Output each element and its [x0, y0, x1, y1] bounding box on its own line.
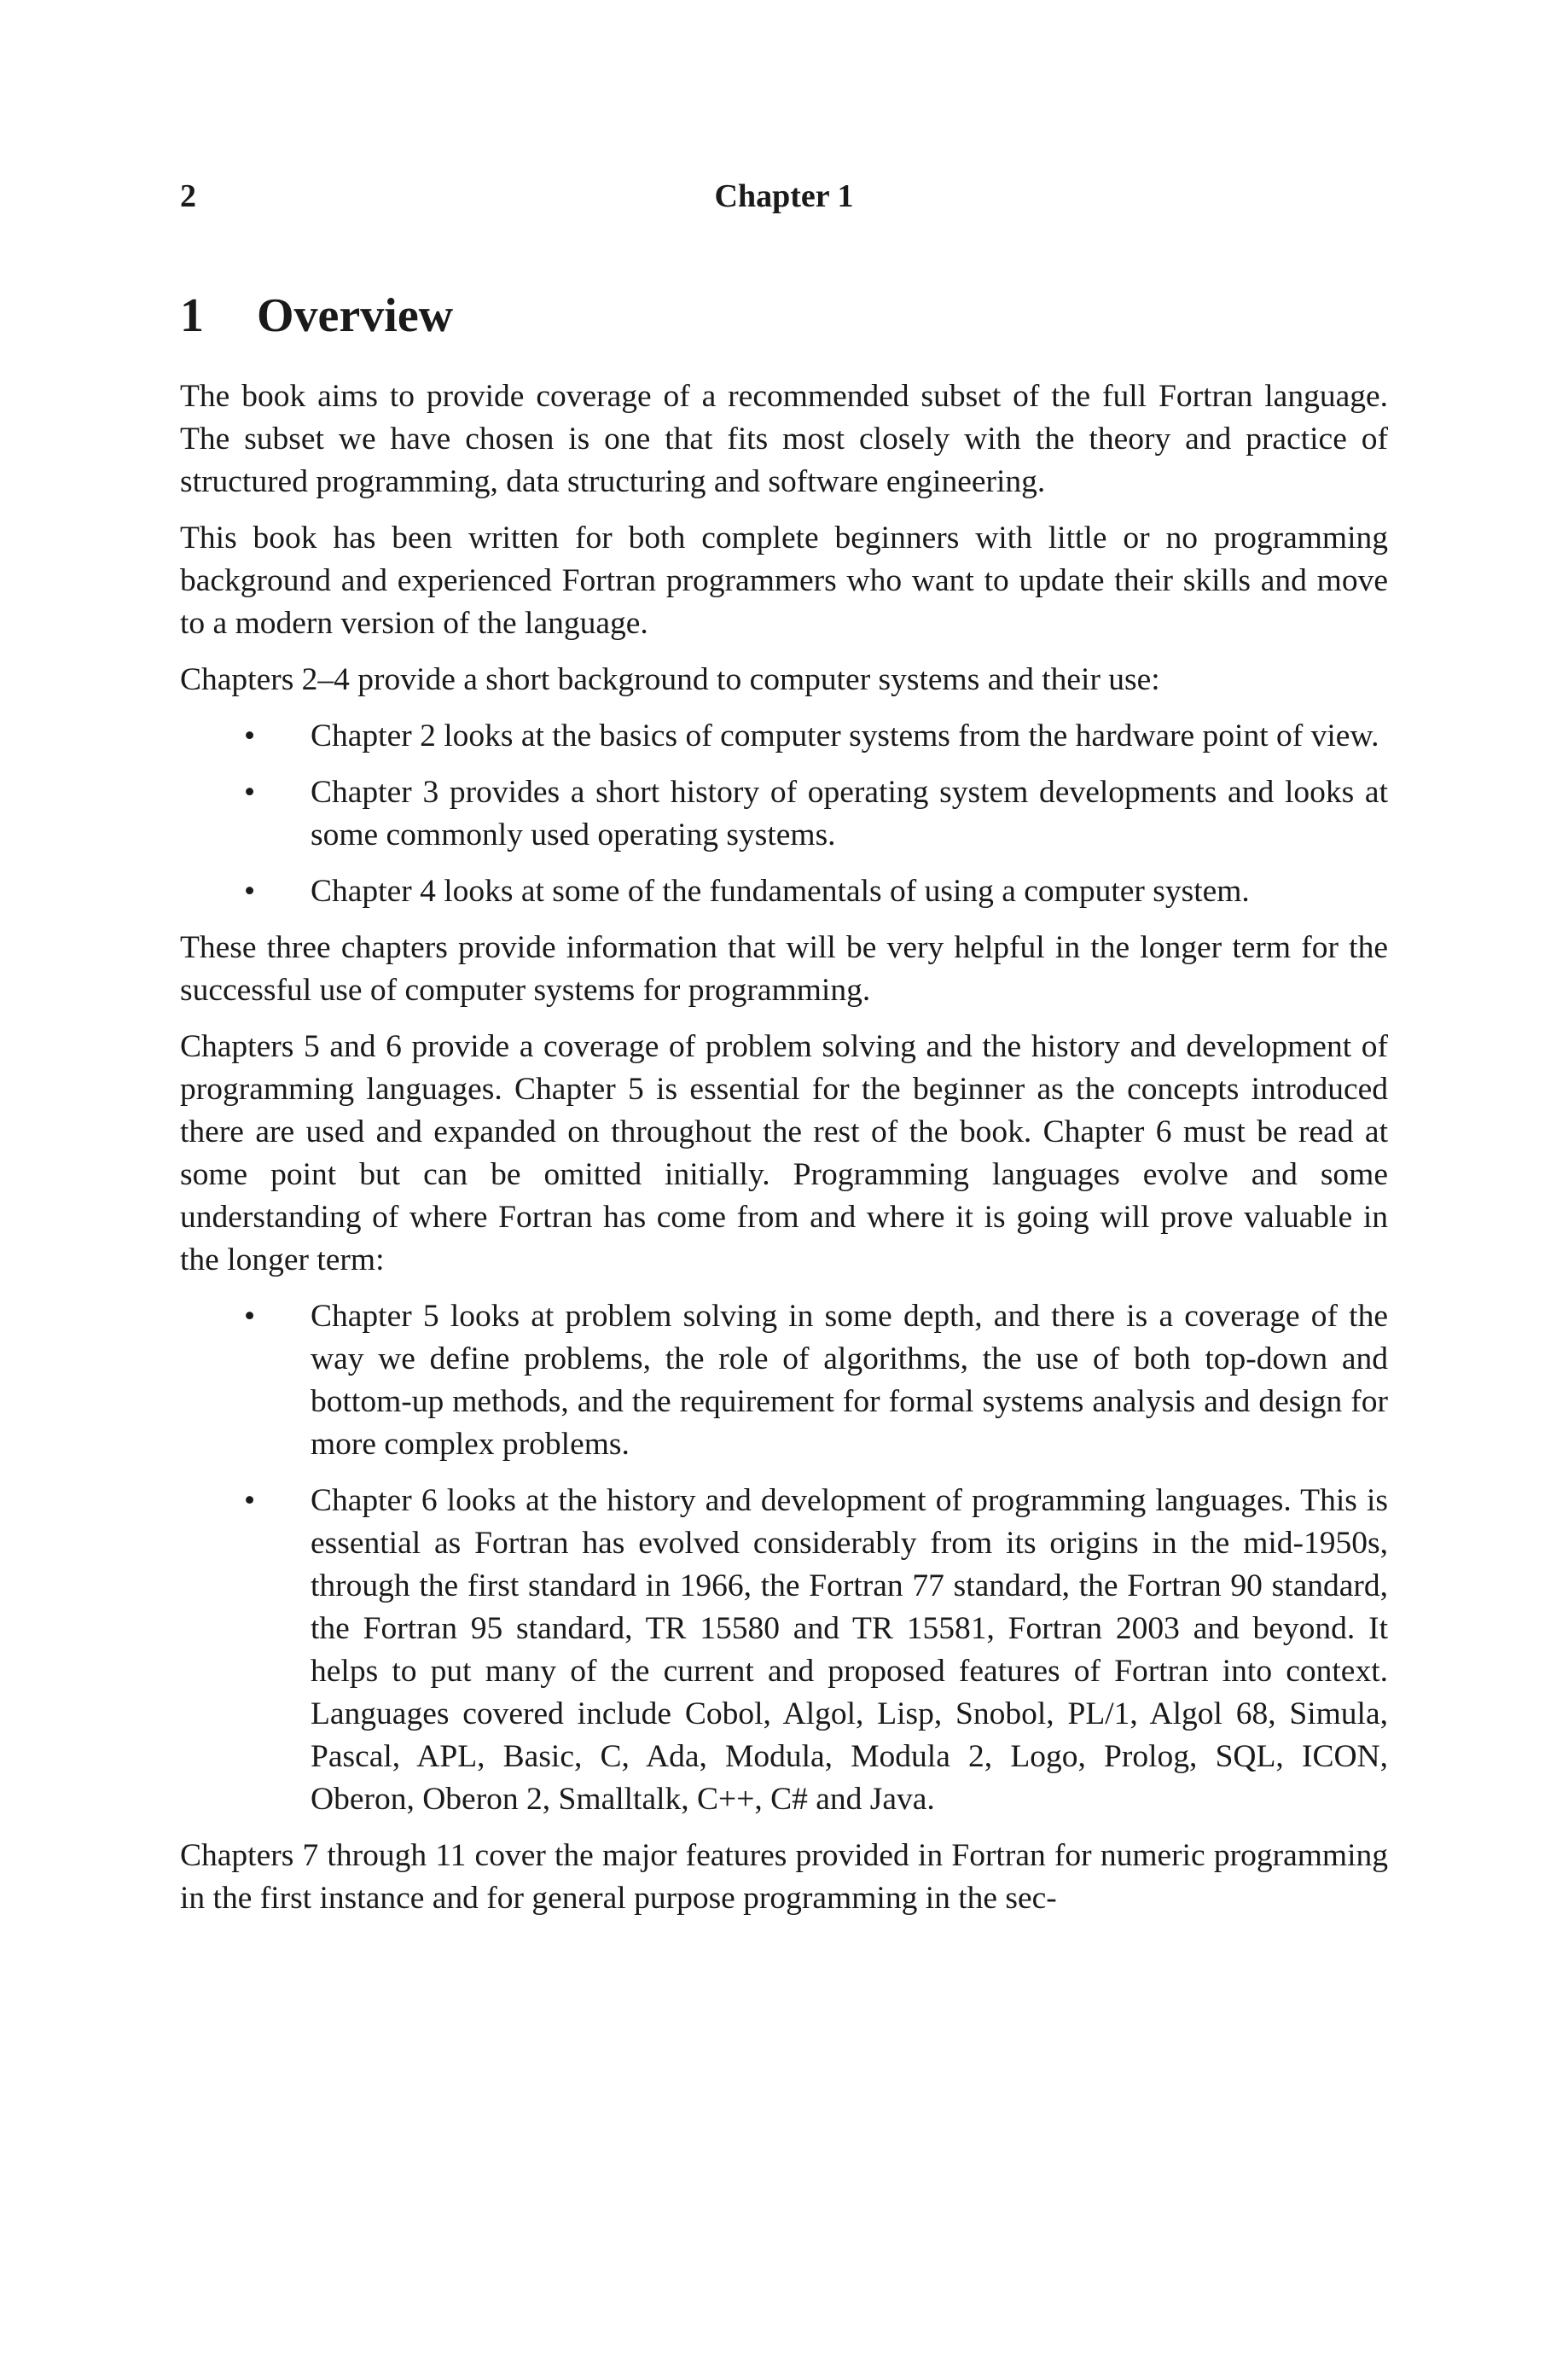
- bullet-list-chapters-5-6: [180, 1295, 1388, 1821]
- list-item: [180, 771, 1388, 857]
- bullet-icon: •: [244, 1483, 256, 1518]
- section-title: Overview: [257, 289, 454, 342]
- section-number: 1: [180, 289, 204, 342]
- paragraph-chapters-2-4-intro: Chapters 2–4 provide a short background to computer systems and their use:: [180, 662, 1160, 697]
- list-item-text: Chapter 3 provides a short history of operating system developments and looks at some commonly used operating systems.: [311, 775, 1388, 852]
- bullet-icon: •: [244, 1299, 256, 1334]
- paragraph-audience: This book has been written for both complete beginners with little or no programming background and experienced Fortran programmers who want to update their skills and move to a modern version of the language.: [180, 521, 1388, 641]
- page-number: 2: [180, 178, 196, 214]
- paragraph-aims: The book aims to provide coverage of a recommended subset of the full Fortran language. The subset we have chosen is one that fits most closely with the theory and practice of structured programming, data structuring and software engineering.: [180, 379, 1388, 499]
- list-item: [180, 1480, 1388, 1821]
- bullet-icon: •: [244, 874, 256, 909]
- body-text: [180, 375, 1388, 1934]
- bullet-list-chapters-2-4: [180, 715, 1388, 913]
- section-heading: [180, 290, 453, 343]
- paragraph-three-chapters: These three chapters provide information that will be very helpful in the longer term for the successful use of computer systems for programming.: [180, 930, 1388, 1008]
- bullet-icon: •: [244, 775, 256, 810]
- running-head: Chapter 1: [714, 178, 854, 214]
- list-item-text: Chapter 5 looks at problem solving in some depth, and there is a coverage of the way we define problems, the role of algorithms, the use of both top-down and bottom-up methods, and the requirement for formal systems analysis and design for more complex problems.: [311, 1299, 1388, 1462]
- list-item-text: Chapter 6 looks at the history and development of programming languages. This is essential as Fortran has evolved considerably from its origins in the mid-1950s, through the first standard in 1966, the Fortran 77 standard, the Fortran 90 standard, the Fortran 95 standard, TR 15580 and TR 15581, Fortran 2003 and beyond. It helps to put many of the current and proposed features of Fortran into context. Languages covered include Cobol, Algol, Lisp, Snobol, PL/1, Algol 68, Simula, Pascal, APL, Basic, C, Ada, Modula, Modula 2, Logo, Prolog, SQL, ICON, Oberon, Oberon 2, Smalltalk, C++, C# and Java.: [311, 1483, 1388, 1817]
- list-item: [180, 870, 1388, 913]
- list-item-text: Chapter 4 looks at some of the fundamentals of using a computer system.: [311, 874, 1250, 909]
- list-item-text: Chapter 2 looks at the basics of computer systems from the hardware point of view.: [311, 719, 1379, 753]
- paragraph-chapters-5-6: Chapters 5 and 6 provide a coverage of problem solving and the history and development of programming languages. Chapter 5 is essential for the beginner as the concepts introduced there are used and expanded on throughout the rest of the book. Chapter 6 must be read at some point but can be omitted initially. Programming languages evolve and some understanding of where Fortran has come from and where it is going will prove valuable in the longer term:: [180, 1029, 1388, 1277]
- bullet-icon: •: [244, 719, 256, 753]
- list-item: [180, 715, 1388, 758]
- list-item: [180, 1295, 1388, 1466]
- page-header: [180, 177, 1388, 225]
- paragraph-chapters-7-11: Chapters 7 through 11 cover the major features provided in Fortran for numeric programming in the first instance and for general purpose programming in the sec-: [180, 1838, 1388, 1916]
